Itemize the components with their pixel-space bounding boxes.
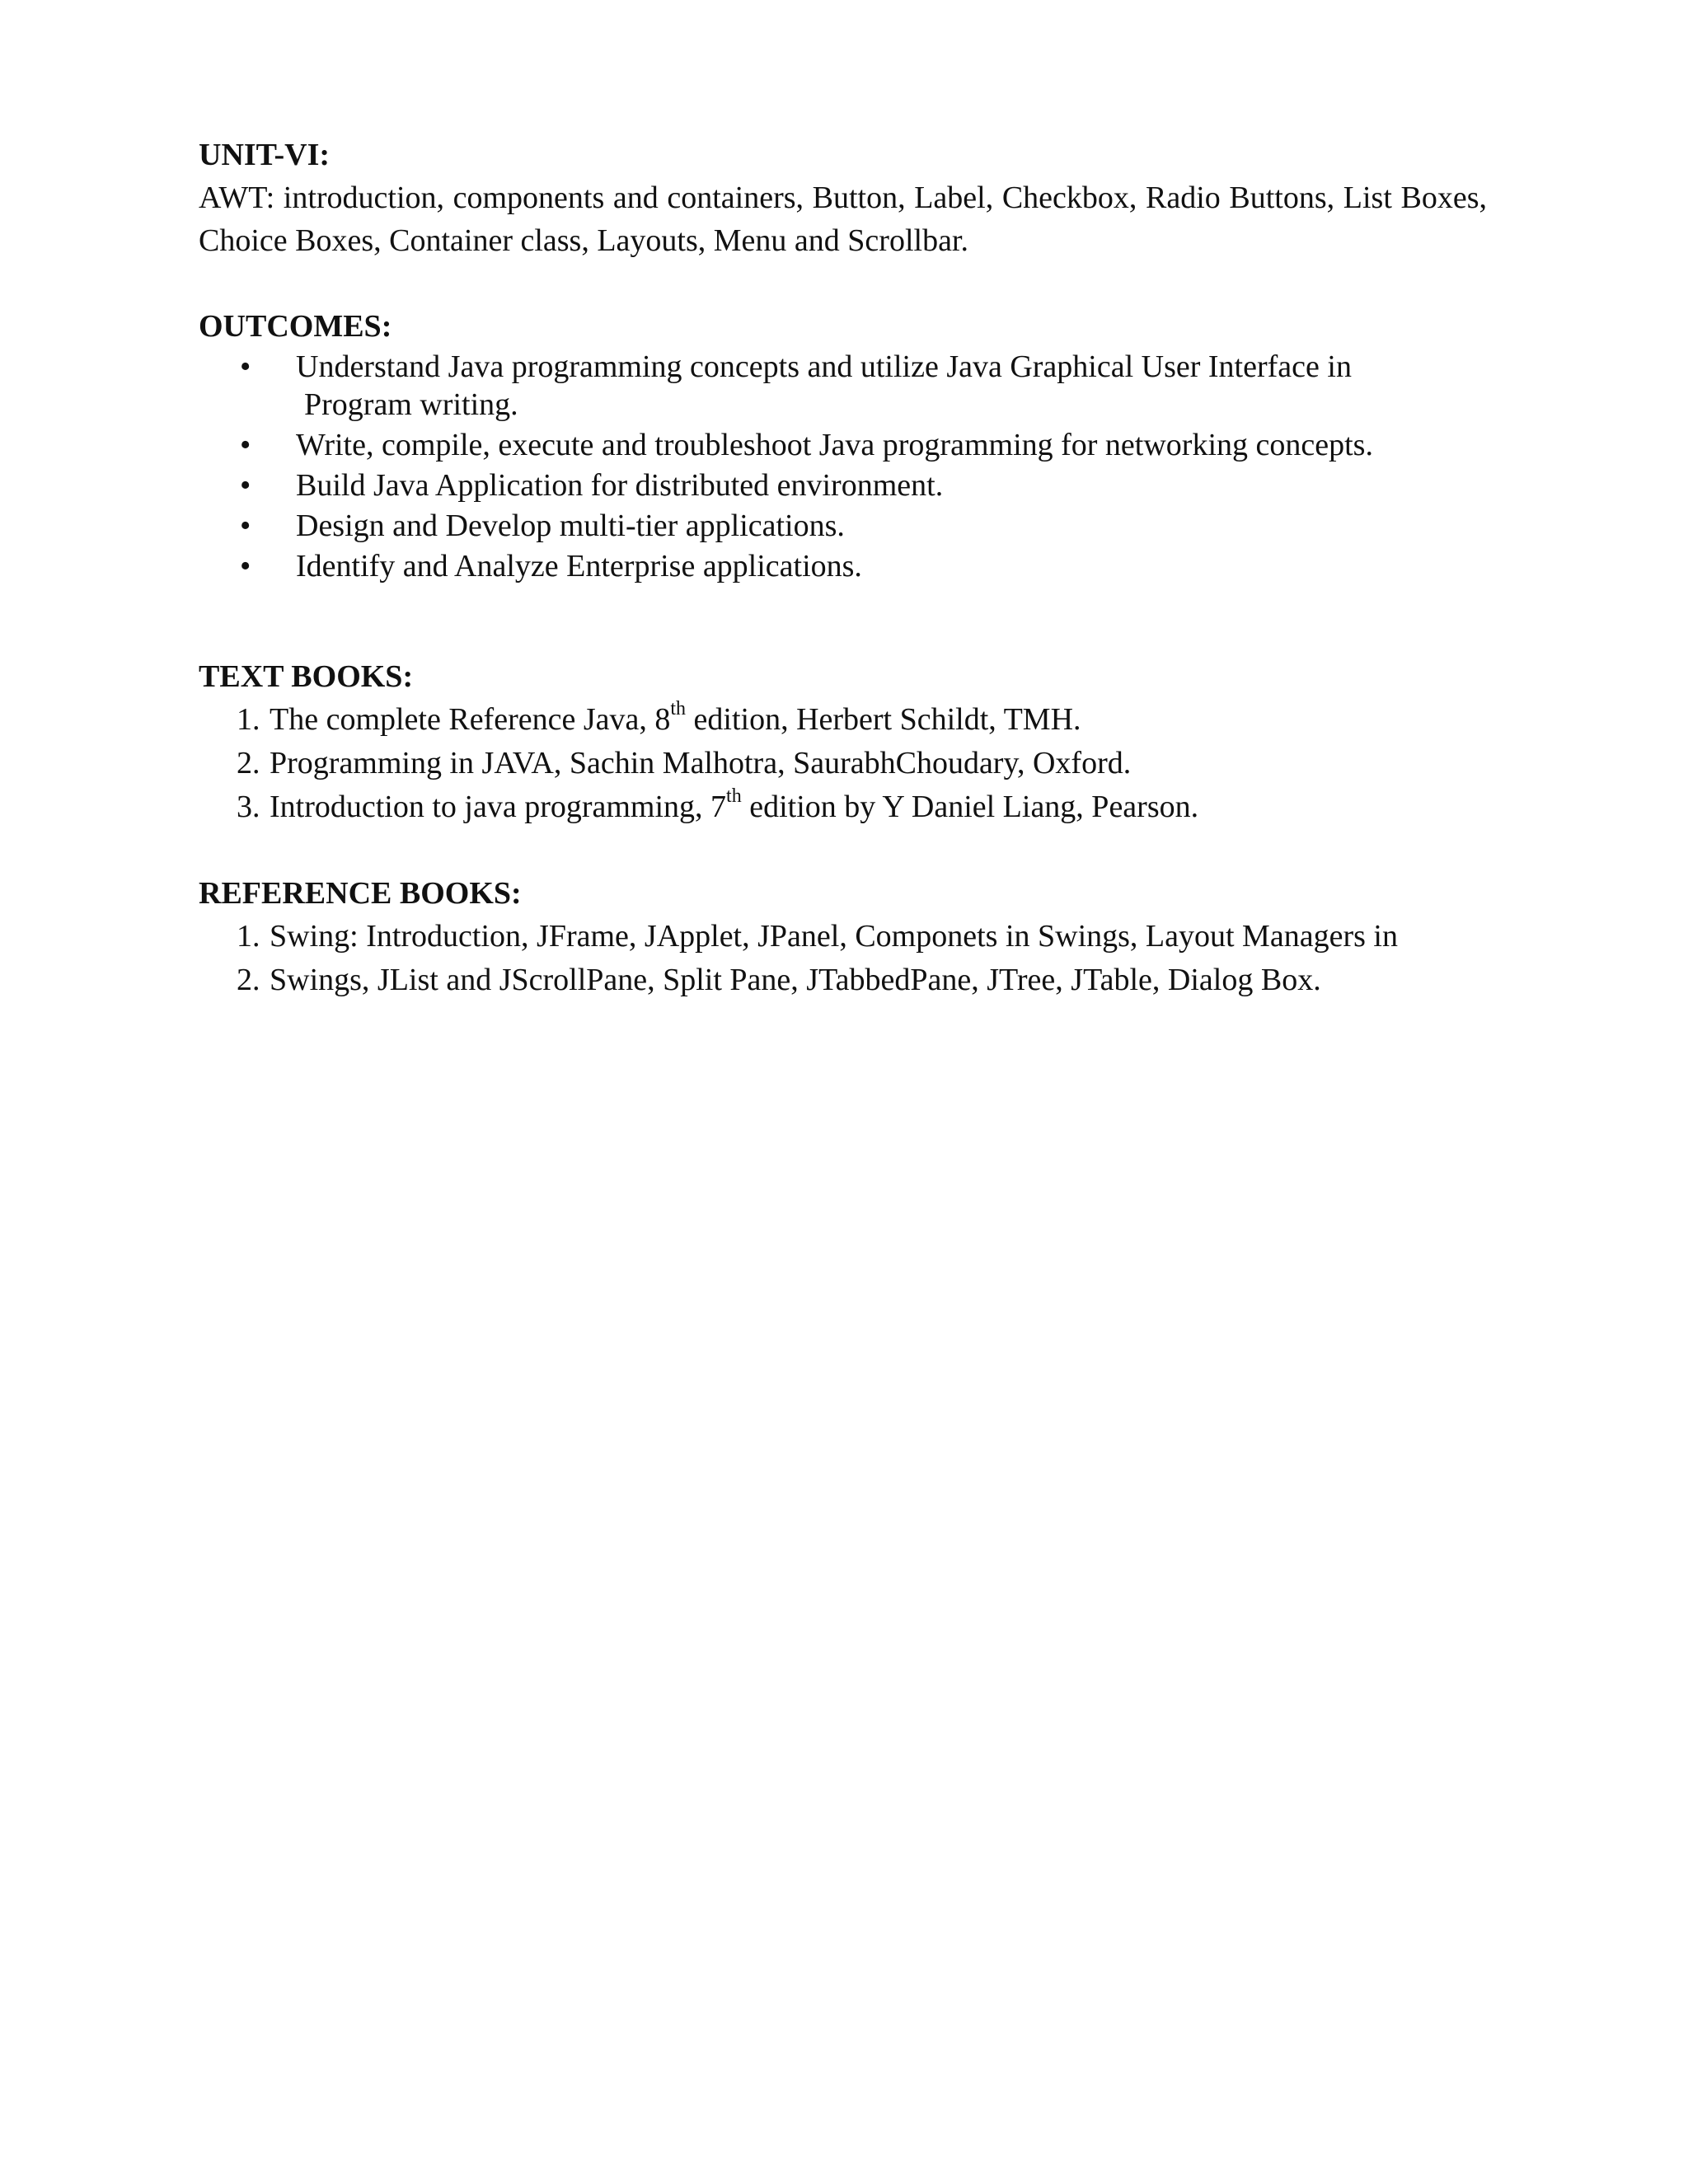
outcomes-section xyxy=(199,305,1487,585)
book-item xyxy=(199,785,1487,829)
unit-body: AWT: introduction, components and containers, Button, Label, Checkbox, Radio Buttons, List Boxes, Choice Boxes, Container class, Layouts, Menu and Scrollbar. xyxy=(199,180,1487,258)
outcome-text-line2: Program writing. xyxy=(304,387,518,422)
unit-heading: UNIT-VI: xyxy=(199,138,331,172)
text-books-section xyxy=(199,655,1487,829)
reference-item xyxy=(199,958,1487,1002)
outcomes-heading: OUTCOMES: xyxy=(199,309,392,344)
reference-number: 2. xyxy=(237,963,260,997)
book-item xyxy=(199,698,1487,742)
book-text-pre: The complete Reference Java, 8 xyxy=(270,702,671,737)
outcome-item xyxy=(199,348,1493,424)
book-text-pre: Introduction to java programming, 7 xyxy=(270,790,727,824)
reference-books-heading: REFERENCE BOOKS: xyxy=(199,876,522,911)
outcome-item xyxy=(199,426,1493,464)
book-number: 3. xyxy=(237,790,260,824)
reference-text: Swings, JList and JScrollPane, Split Pane, JTabbedPane, JTree, JTable, Dialog Box. xyxy=(270,963,1321,997)
bullet-icon: • xyxy=(240,428,251,462)
book-text: Programming in JAVA, Sachin Malhotra, SaurabhChoudary, Oxford. xyxy=(270,746,1132,780)
reference-item xyxy=(199,915,1487,958)
outcome-item xyxy=(199,547,1493,585)
text-books-list xyxy=(199,698,1487,829)
ordinal-suffix: th xyxy=(726,785,742,808)
unit-section xyxy=(199,134,1487,262)
book-text-post: edition by Y Daniel Liang, Pearson. xyxy=(741,790,1199,824)
text-books-heading: TEXT BOOKS: xyxy=(199,659,414,694)
book-text-post: edition, Herbert Schildt, TMH. xyxy=(686,702,1081,737)
reference-number: 1. xyxy=(237,919,260,954)
outcomes-list xyxy=(199,348,1487,585)
reference-books-section xyxy=(199,872,1487,1002)
reference-text: Swing: Introduction, JFrame, JApplet, JPanel, Componets in Swings, Layout Managers in xyxy=(270,919,1398,954)
book-number: 2. xyxy=(237,746,260,780)
outcome-text: Identify and Analyze Enterprise applications. xyxy=(296,549,862,583)
bullet-icon: • xyxy=(240,349,251,384)
bullet-icon: • xyxy=(240,549,251,583)
book-number: 1. xyxy=(237,702,260,737)
reference-books-list xyxy=(199,915,1487,1002)
ordinal-suffix: th xyxy=(670,698,687,720)
document-content xyxy=(199,134,1487,1002)
outcome-item xyxy=(199,507,1493,545)
outcome-text: Design and Develop multi-tier applications. xyxy=(296,509,845,543)
outcome-item xyxy=(199,466,1493,504)
outcome-text-line1: Understand Java programming concepts and utilize Java Graphical User Interface in xyxy=(296,349,1352,384)
outcome-text: Write, compile, execute and troubleshoot Java programming for networking concepts. xyxy=(296,428,1373,462)
outcome-text: Build Java Application for distributed environment. xyxy=(296,468,944,503)
book-item xyxy=(199,742,1487,785)
bullet-icon: • xyxy=(240,468,251,503)
bullet-icon: • xyxy=(240,509,251,543)
